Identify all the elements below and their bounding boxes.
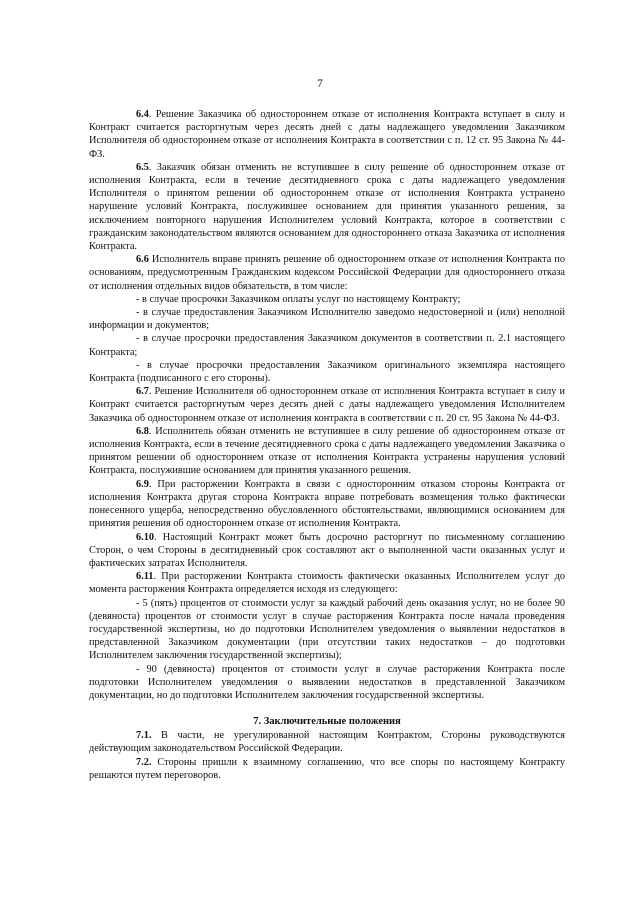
clause-number: 6.4 (136, 109, 149, 120)
clause-6-10 (89, 531, 565, 571)
document-body (89, 108, 565, 782)
clause-text: . Настоящий Контракт может быть досрочно расторгнут по письменному соглашению Сторон, о чем Стороны в десятидневный срок составляют акт о выполненной части оказанных услуг и фактических затратах Исполнителя. (89, 531, 565, 569)
clause-7-1 (89, 729, 565, 755)
clause-text: В части, не урегулированной настоящим Контрактом, Стороны руководствуются действующим законодательством Российской Федерации. (89, 730, 565, 755)
clause-6-11 (89, 570, 565, 596)
clause-text: . При расторжении Контракта стоимость фактически оказанных Исполнителем услуг до момента расторжения Контракта определяется исходя из следующего: (89, 571, 565, 596)
list-item-text: - 90 (девяноста) процентов от стоимости услуг в случае расторжения Контракта после подготовки Исполнителем уведомления о выявлении недостатков в представленной Заказчиком документации, но до подготовки Исполнителем заключения государственной экспертизы. (89, 663, 565, 701)
clause-number: 6.6 (136, 254, 149, 266)
list-item (89, 663, 565, 703)
clause-number: 6.10 (136, 531, 155, 543)
page-number: 7 (317, 78, 323, 90)
clause-number: 7.1. (136, 730, 152, 742)
clause-number: 6.5 (136, 161, 149, 173)
clause-6-5 (89, 161, 565, 253)
list-item (89, 597, 565, 663)
clause-text: Стороны пришли к взаимному соглашению, что все споры по настоящему Контракту решаются путем переговоров. (89, 756, 565, 781)
clause-number: 7.2. (136, 756, 152, 768)
list-item-text: - в случае просрочки Заказчиком оплаты услуг по настоящему Контракту; (136, 293, 461, 305)
section-heading: 7. Заключительные положения (253, 716, 401, 728)
clause-text: . Решение Заказчика об одностороннем отказе от исполнения Контракта вступает в силу и Контракт считается расторгнутым через десять дней с даты надлежащего уведомления Заказчиком Исполнителя об одностороннем отказе от исполнения Контракта в соответствии с п. 12 ст. 95 Закона № 44-ФЗ. (89, 109, 565, 160)
clause-number: 6.7 (136, 386, 149, 398)
clause-text: . Решение Исполнителя об одностороннем отказе от исполнения Контракта вступает в силу и Контракт считается расторгнутым через десять дней с даты надлежащего уведомления Исполнителем Заказчика об одностороннем отказе от исполнения контракта в соответствии с п. 20 ст. 95 Закона № 44-ФЗ. (89, 386, 565, 424)
list-item (89, 293, 565, 306)
list-item (89, 332, 565, 358)
clause-number: 6.9 (136, 478, 149, 490)
clause-text: . Заказчик обязан отменить не вступившее в силу решение об одностороннем отказе от исполнения Контракта, если в течение десятидневного срока с даты надлежащего уведомления Исполнителя о принятом решении об одностороннем отказе от исполнения Контракта устранено нарушение условий Контракта, послужившее основанием для принятия указанного решения, за исключением повторного нарушения Исполнителем условий Контракта, которое в соответствии с гражданским законодательством являются основанием для одностороннего отказа Заказчика от исполнения Контракта. (89, 161, 565, 253)
clause-6-4 (89, 108, 565, 161)
clause-text: . Исполнитель обязан отменить не вступившее в силу решение об одностороннем отказе от исполнения Контракта, если в течение десятидневного срока с даты надлежащего уведомления Заказчика о принятом решении об одностороннем отказе от исполнения Контракта устранены нарушения условий Контракта, послужившие основанием для принятия указанного решения. (89, 425, 565, 477)
clause-6-7 (89, 385, 565, 425)
clause-text: . При расторжении Контракта в связи с односторонним отказом стороны Контракта от исполнения Контракта другая сторона Контракта вправе потребовать возмещения только фактически понесенного ущерба, непосредственно обусловленного обстоятельствами, являющимися основанием для принятия решения об одностороннем отказе от исполнения Контракта. (89, 478, 565, 530)
clause-number: 6.8 (136, 425, 149, 437)
clause-6-9 (89, 478, 565, 531)
list-item (89, 359, 565, 385)
clause-6-6 (89, 253, 565, 293)
list-item-text: - в случае предоставления Заказчиком Исполнителю заведомо недостоверной и (или) неполной информации и документов; (89, 307, 565, 332)
clause-7-2 (89, 756, 565, 782)
list-item-text: - в случае просрочки предоставления Заказчиком оригинального экземпляра настоящего Контракта (подписанного с его стороны). (89, 359, 565, 385)
clause-6-8 (89, 425, 565, 478)
clause-text: Исполнитель вправе принять решение об одностороннем отказе от исполнения Контракта по основаниям, предусмотренным Гражданским кодексом Российской Федерации для одностороннего отказа от исполнения отдельных видов обязательств, в том числе: (89, 254, 565, 292)
list-item (89, 306, 565, 332)
list-item-text: - 5 (пять) процентов от стоимости услуг за каждый рабочий день оказания услуг, но не более 90 (девяноста) процентов от стоимости услуг в случае расторжения Контракта после начала проведения государственной экспертизы, но до подготовки Исполнителем уведомления о выявлении недостатков в представленной Заказчиком документации (при отсутствии таких недостатков – до подготовки Исполнителем заключения государственной экспертизы); (89, 597, 565, 662)
clause-number: 6.11 (136, 571, 154, 583)
list-item-text: - в случае просрочки предоставления Заказчиком документов в соответствии п. 2.1 настоящего Контракта; (89, 333, 565, 358)
